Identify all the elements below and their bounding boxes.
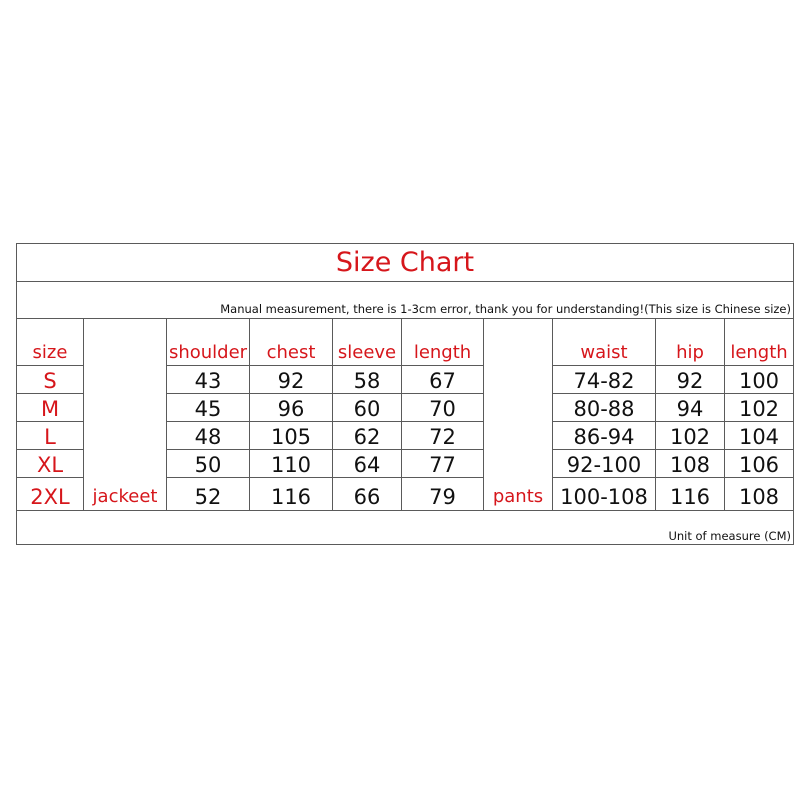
jacket-length-cell: 79: [402, 478, 484, 511]
size-header: size: [17, 319, 84, 366]
pants-length-cell: 104: [725, 422, 794, 450]
waist-cell: 92-100: [553, 450, 656, 478]
jacket-length-cell: 70: [402, 394, 484, 422]
header-pants-length: length: [725, 319, 794, 366]
hip-cell: 92: [656, 366, 725, 394]
shoulder-cell: 52: [167, 478, 250, 511]
hip-cell: 102: [656, 422, 725, 450]
sleeve-cell: 66: [333, 478, 402, 511]
chest-cell: 116: [250, 478, 333, 511]
hip-cell: 108: [656, 450, 725, 478]
pants-length-cell: 108: [725, 478, 794, 511]
waist-cell: 100-108: [553, 478, 656, 511]
chest-cell: 105: [250, 422, 333, 450]
hip-cell: 116: [656, 478, 725, 511]
jacket-label: jackeet: [84, 319, 167, 511]
header-row: [17, 319, 794, 366]
sleeve-cell: 62: [333, 422, 402, 450]
size-cell: S: [17, 366, 84, 394]
jacket-length-cell: 67: [402, 366, 484, 394]
header-waist: waist: [553, 319, 656, 366]
pants-length-cell: 106: [725, 450, 794, 478]
shoulder-cell: 50: [167, 450, 250, 478]
pants-length-cell: 102: [725, 394, 794, 422]
size-cell: L: [17, 422, 84, 450]
jacket-length-cell: 77: [402, 450, 484, 478]
sleeve-cell: 58: [333, 366, 402, 394]
jacket-length-cell: 72: [402, 422, 484, 450]
shoulder-cell: 48: [167, 422, 250, 450]
hip-cell: 94: [656, 394, 725, 422]
size-cell: XL: [17, 450, 84, 478]
shoulder-cell: 43: [167, 366, 250, 394]
chest-cell: 96: [250, 394, 333, 422]
measurement-note: Manual measurement, there is 1-3cm error, thank you for understanding!(This size is Chinese size): [17, 282, 794, 319]
chest-cell: 92: [250, 366, 333, 394]
waist-cell: 74-82: [553, 366, 656, 394]
size-cell: 2XL: [17, 478, 84, 511]
waist-cell: 86-94: [553, 422, 656, 450]
sleeve-cell: 60: [333, 394, 402, 422]
chest-cell: 110: [250, 450, 333, 478]
unit-note: Unit of measure (CM): [17, 511, 794, 545]
sleeve-cell: 64: [333, 450, 402, 478]
size-cell: M: [17, 394, 84, 422]
size-chart-table: [16, 243, 794, 545]
header-sleeve: sleeve: [333, 319, 402, 366]
shoulder-cell: 45: [167, 394, 250, 422]
header-shoulder: shoulder: [167, 319, 250, 366]
chart-title: Size Chart: [17, 244, 794, 282]
pants-label: pants: [484, 319, 553, 511]
header-chest: chest: [250, 319, 333, 366]
header-hip: hip: [656, 319, 725, 366]
header-jacket-length: length: [402, 319, 484, 366]
pants-length-cell: 100: [725, 366, 794, 394]
waist-cell: 80-88: [553, 394, 656, 422]
